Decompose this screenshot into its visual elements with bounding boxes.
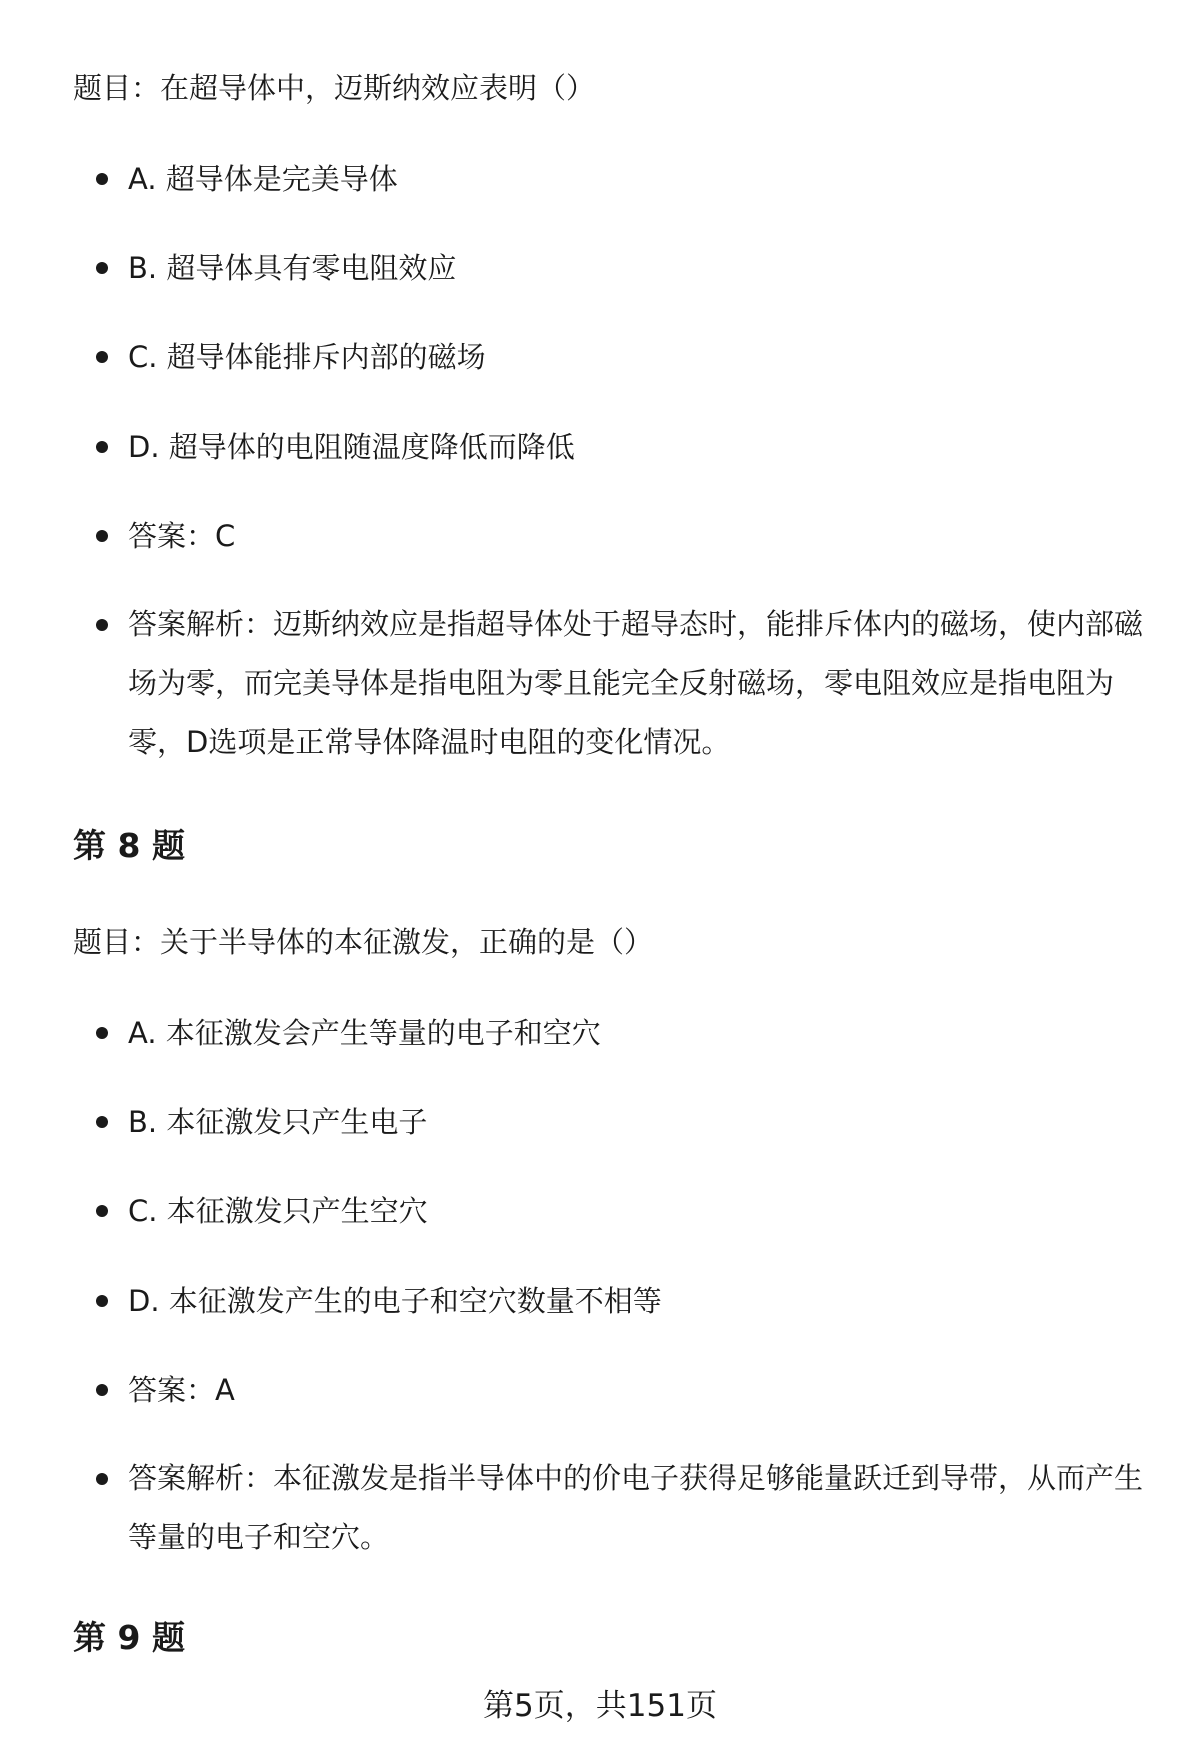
question-8-stem: 题目：关于半导体的本征激发，正确的是（） (73, 925, 654, 959)
question-8-explanation: 答案解析：本征激发是指半导体中的价电子获得足够能量跃迁到导带，从而产生等量的电子和空穴。 (128, 1461, 1144, 1554)
bullet (96, 351, 108, 363)
question-7-explanation: 答案解析：迈斯纳效应是指超导体处于超导态时，能排斥体内的磁场，使内部磁场为零，而完美导体是指电阻为零且能完全反射磁场，零电阻效应是指电阻为零，D选项是正常导体降温时电阻的变化情况。 (128, 607, 1144, 759)
bullet (96, 619, 108, 631)
question-7-stem: 题目：在超导体中，迈斯纳效应表明（） (73, 71, 596, 105)
bullet (96, 1473, 108, 1485)
question-8-heading: 第 8 题 (73, 826, 185, 865)
bullet (96, 530, 108, 542)
question-7-option-b: B. 超导体具有零电阻效应 (128, 251, 457, 285)
question-8-option-c: C. 本征激发只产生空穴 (128, 1194, 428, 1228)
question-7-option-d: D. 超导体的电阻随温度降低而降低 (128, 430, 575, 464)
question-9-heading: 第 9 题 (73, 1618, 185, 1657)
bullet (96, 1116, 108, 1128)
bullet (96, 1384, 108, 1396)
question-8-option-a: A. 本征激发会产生等量的电子和空穴 (128, 1016, 601, 1050)
question-8-option-d: D. 本征激发产生的电子和空穴数量不相等 (128, 1284, 662, 1318)
bullet (96, 262, 108, 274)
question-7-answer: 答案：C (128, 519, 236, 553)
page-number: 第5页，共151页 (483, 1688, 717, 1724)
question-7-option-a: A. 超导体是完美导体 (128, 162, 398, 196)
bullet (96, 1205, 108, 1217)
question-7-option-c: C. 超导体能排斥内部的磁场 (128, 340, 486, 374)
bullet (96, 1295, 108, 1307)
bullet (96, 173, 108, 185)
bullet (96, 1027, 108, 1039)
question-8-option-b: B. 本征激发只产生电子 (128, 1105, 428, 1139)
question-8-answer: 答案：A (128, 1373, 235, 1407)
bullet (96, 441, 108, 453)
